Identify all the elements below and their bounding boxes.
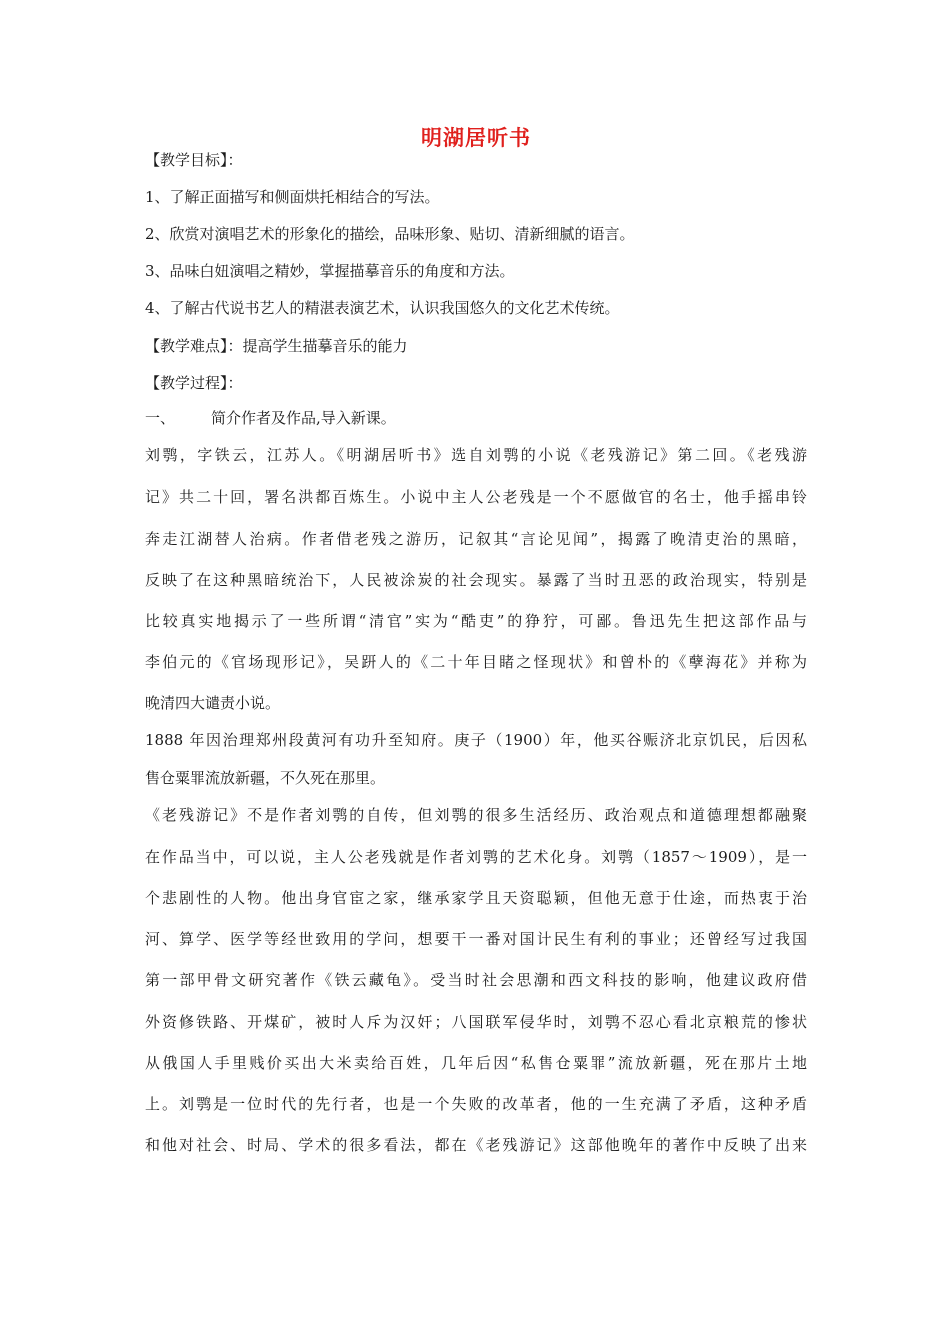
difficulty-line: 【教学难点】：提高学生描摹音乐的能力 (145, 337, 408, 355)
paragraph-line: 河、算学、医学等经世致用的学问，想要干一番对国计民生有利的事业；还曾经写过我国 (145, 930, 807, 948)
paragraph-line: 个悲剧性的人物。他出身官宦之家，继承家学且天资聪颖，但他无意于仕途，而热衷于治 (145, 889, 807, 907)
paragraph-line: 晚清四大谴责小说。 (145, 694, 281, 712)
paragraph-line: 刘鹗，字铁云，江苏人。《明湖居听书》选自刘鹗的小说《老残游记》第二回。《老残游 (145, 446, 807, 464)
document-title: 明湖居听书 (421, 125, 531, 150)
objective-item: 1、了解正面描写和侧面烘托相结合的写法。 (145, 188, 440, 206)
paragraph-line: 李伯元的《官场现形记》，吴趼人的《二十年目睹之怪现状》和曾朴的《孽海花》并称为 (145, 653, 807, 671)
section-title: 简介作者及作品,导入新课。 (211, 409, 396, 427)
paragraph-line: 1888 年因治理郑州段黄河有功升至知府。庚子（1900）年，他买谷赈济北京饥民，后因私 (145, 731, 807, 749)
section-heading (145, 406, 396, 430)
paragraph-line: 在作品当中，可以说，主人公老残就是作者刘鹗的艺术化身。刘鹗（1857～1909），是一 (145, 848, 807, 866)
section-number: 一、 (145, 409, 176, 427)
objective-item: 3、品味白妞演唱之精妙，掌握描摹音乐的角度和方法。 (145, 262, 515, 280)
paragraph-line: 从俄国人手里贱价买出大米卖给百姓，几年后因“私售仓粟罪”流放新疆，死在那片土地 (145, 1054, 807, 1072)
paragraph-line: 奔走江湖替人治病。作者借老残之游历，记叙其“言论见闻”，揭露了晚清吏治的黑暗， (145, 530, 807, 548)
objectives-heading: 【教学目标】： (145, 151, 243, 169)
paragraph-line: 上。刘鹗是一位时代的先行者，也是一个失败的改革者，他的一生充满了矛盾，这种矛盾 (145, 1095, 807, 1113)
paragraph-line: 比较真实地揭示了一些所谓“清官”实为“酷吏”的狰狞，可鄙。鲁迅先生把这部作品与 (145, 612, 807, 630)
objective-item: 4、了解古代说书艺人的精湛表演艺术，认识我国悠久的文化艺术传统。 (145, 299, 620, 317)
process-heading: 【教学过程】： (145, 374, 243, 392)
paragraph-line: 反映了在这种黑暗统治下，人民被涂炭的社会现实。暴露了当时丑恶的政治现实，特别是 (145, 571, 807, 589)
paragraph-line: 售仓粟罪流放新疆，不久死在那里。 (145, 769, 386, 787)
paragraph-line: 外资修铁路、开煤矿，被时人斥为汉奸；八国联军侵华时，刘鹗不忍心看北京粮荒的惨状 (145, 1013, 807, 1031)
objective-item: 2、欣赏对演唱艺术的形象化的描绘，品味形象、贴切、清新细腻的语言。 (145, 225, 635, 243)
paragraph-line: 《老残游记》不是作者刘鹗的自传，但刘鹗的很多生活经历、政治观点和道德理想都融聚 (145, 806, 807, 824)
paragraph-line: 第一部甲骨文研究著作《铁云藏龟》。受当时社会思潮和西文科技的影响，他建议政府借 (145, 971, 807, 989)
paragraph-line: 记》共二十回，署名洪都百炼生。小说中主人公老残是一个不愿做官的名士，他手摇串铃 (145, 488, 807, 506)
paragraph-line: 和他对社会、时局、学术的很多看法，都在《老残游记》这部他晚年的著作中反映了出来 (145, 1136, 807, 1154)
